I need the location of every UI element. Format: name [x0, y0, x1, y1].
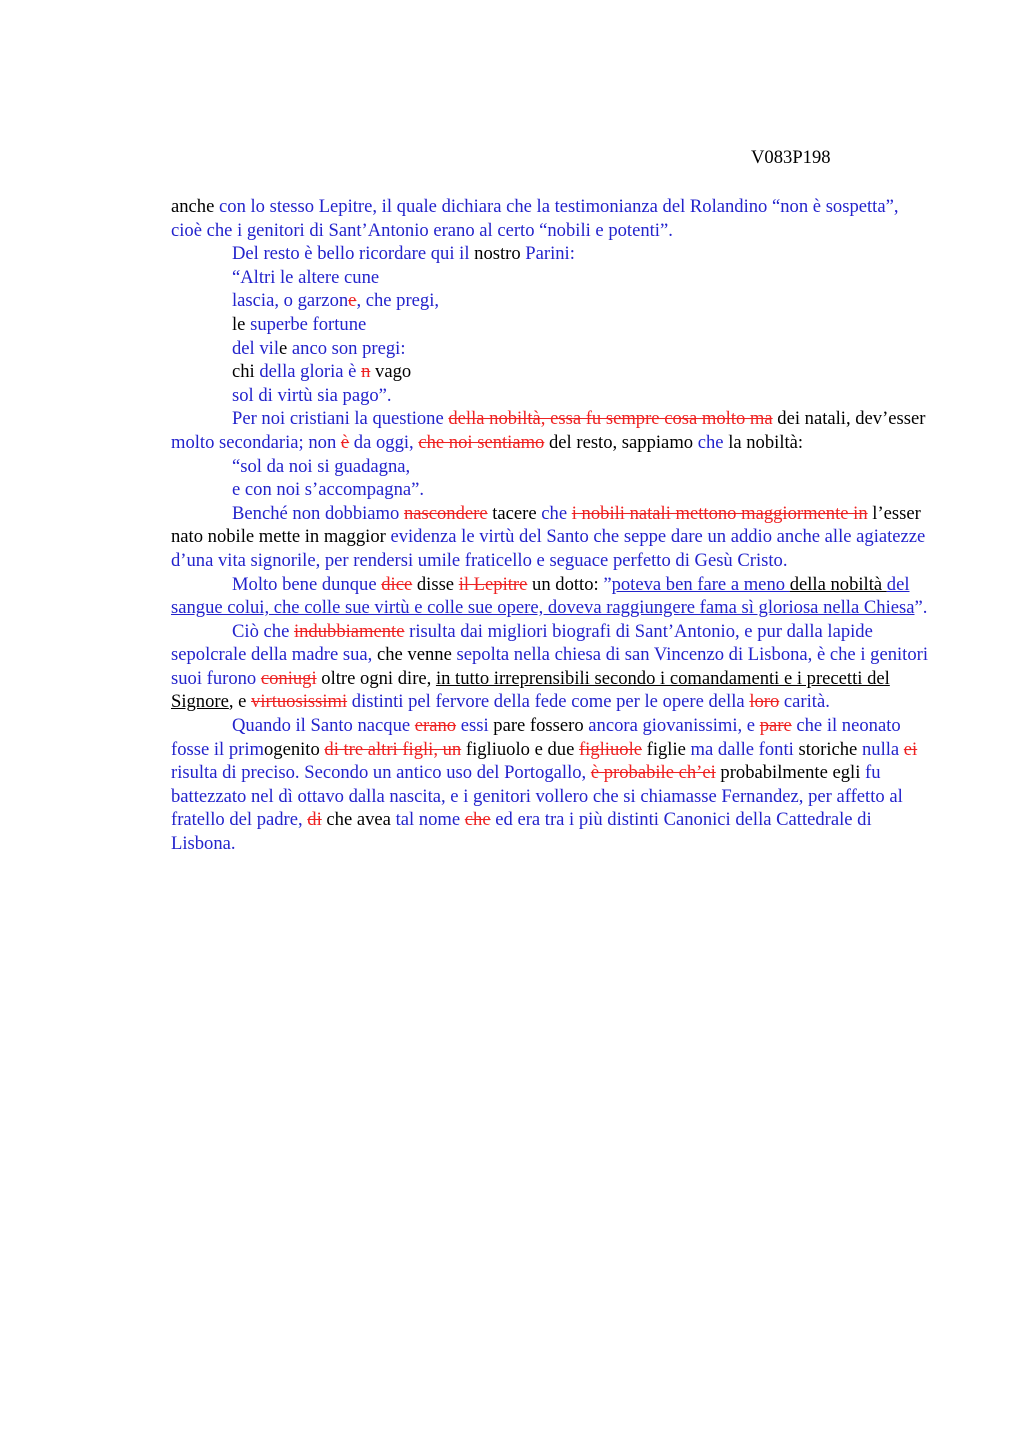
text-segment: figlie — [641, 738, 691, 760]
text-segment: Benché non dobbiamo — [232, 502, 404, 524]
text-segment: con lo stesso Lepitre, il quale dichiara che la testimonianza del Rolandino “non è sospetta”, cioè che i genitori di Sant’Antonio erano al certo “nobili e potenti”. — [171, 196, 899, 241]
verse-line — [171, 337, 931, 361]
text-segment: dei natali, dev’esser — [772, 408, 926, 430]
text-segment: anche — [171, 196, 220, 217]
text-segment: “sol da noi si guadagna, — [232, 455, 411, 477]
text-segment: superbe fortune — [250, 313, 367, 335]
verse-line — [171, 289, 931, 313]
text-segment: essi — [456, 715, 494, 737]
verse-line — [171, 384, 931, 408]
text-segment: ogenito — [263, 738, 325, 760]
text-segment: figliuolo e due — [461, 738, 579, 760]
deleted-text: erano — [414, 715, 457, 737]
text-segment: anco son pregi: — [291, 337, 406, 359]
text-segment: molto secondaria; non — [171, 431, 341, 453]
text-segment: tal nome — [395, 809, 465, 831]
text-segment: , che pregi, — [356, 290, 440, 312]
verse-line — [171, 360, 931, 384]
paragraph — [171, 407, 931, 454]
deleted-text: pare — [759, 715, 792, 737]
text-segment: in tutto irreprensibili secondo i comandamenti e i precetti del Signore — [171, 667, 890, 713]
text-segment: che — [697, 431, 724, 453]
text-segment: storiche — [798, 738, 862, 760]
deleted-text: dice — [381, 573, 413, 595]
deleted-text: coniugi — [260, 667, 317, 689]
text-segment: ed era tra i più distinti Canonici della Cattedrale di Lisbona. — [171, 809, 872, 855]
text-segment: Del resto è bello ricordare qui il — [232, 243, 475, 265]
verse-line — [171, 266, 931, 290]
deleted-text: della nobiltà, essa fu sempre cosa molto ma — [448, 408, 773, 430]
verse-line — [171, 455, 931, 479]
text-segment: che avea — [321, 809, 396, 831]
deleted-text: il Lepitre — [458, 573, 528, 595]
text-segment: , e — [228, 691, 252, 713]
text-segment: ma dalle fonti — [690, 738, 799, 760]
text-segment: vago — [370, 361, 412, 383]
paragraph — [171, 242, 931, 266]
text-segment: risulta di preciso. Secondo un antico uso del Portogallo, — [171, 762, 591, 784]
deleted-text: è — [340, 431, 350, 453]
text-segment: ancora giovanissimi, e — [588, 715, 760, 737]
text-segment: del sangue colui, che colle sue virtù e colle sue opere, doveva raggiungere fama sì gloriosa nella Chiesa — [171, 573, 915, 619]
text-segment: sol di virtù sia pago”. — [232, 384, 392, 406]
verse-line — [171, 313, 931, 337]
text-segment: Ciò che — [232, 620, 294, 642]
deleted-text: loro — [749, 691, 780, 713]
text-segment: sepolta nella chiesa di san Vincenzo di Lisbona, è che i genitori suoi furono — [171, 644, 928, 689]
deleted-text: virtuosissimi — [251, 691, 348, 713]
deleted-text: è probabile ch’ei — [590, 762, 716, 784]
text-segment: evidenza le virtù del Santo che seppe dare un addio anche alle agiatezze d’una vita signorile, per rendersi umile fraticello e seguace perfetto di Gesù Cristo. — [171, 526, 926, 571]
text-segment: della gloria è — [259, 361, 362, 383]
text-segment: tacere — [487, 502, 542, 524]
text-segment: la nobiltà: — [723, 431, 804, 453]
text-segment: Parini: — [525, 243, 575, 265]
deleted-text: i nobili natali mettono maggiormente in — [571, 502, 868, 524]
document-body — [171, 195, 931, 856]
text-segment: fu battezzato nel dì ottavo dalla nascita, e i genitori vollero che si chiamasse Fernandez, per affetto al fratello del padre, — [171, 762, 903, 831]
deleted-text: nascondere — [403, 502, 488, 524]
paragraph — [171, 573, 931, 620]
text-segment: ”. — [914, 597, 928, 619]
text-segment: nostro — [474, 243, 526, 265]
text-segment: “Altri le altere cune — [232, 266, 380, 288]
text-segment: da oggi, — [349, 431, 419, 453]
deleted-text: e — [348, 290, 357, 312]
text-segment: lascia, o garzon — [232, 290, 349, 312]
text-segment: e — [279, 337, 292, 359]
paragraph — [171, 195, 931, 242]
verse-line — [171, 478, 931, 502]
text-segment: un dotto: — [527, 573, 604, 595]
deleted-text: indubbiamente — [293, 620, 405, 642]
deleted-text: figliuole — [578, 738, 642, 760]
deleted-text: ei — [903, 738, 918, 760]
text-segment: del vil — [232, 337, 279, 359]
text-segment: della nobiltà — [789, 573, 887, 595]
text-segment: Quando il Santo nacque — [232, 715, 415, 737]
text-segment: Per noi cristiani la questione — [232, 408, 449, 430]
text-segment: e con noi s’accompagna”. — [232, 479, 425, 501]
text-segment: che il neonato fosse il prim — [171, 715, 901, 760]
text-segment: disse — [412, 573, 459, 595]
text-segment: che venne — [376, 644, 457, 666]
deleted-text: che — [464, 809, 491, 831]
page-id: V083P198 — [751, 147, 831, 168]
deleted-text: di tre altri figli, un — [324, 738, 462, 760]
text-segment: le — [232, 313, 251, 335]
text-segment: ” — [603, 573, 612, 595]
paragraph — [171, 502, 931, 573]
deleted-text: che noi sentiamo — [418, 431, 545, 453]
text-segment: pare fossero — [493, 715, 589, 737]
text-segment: Molto bene dunque — [232, 573, 382, 595]
text-segment: carità. — [779, 691, 830, 713]
text-segment: nulla — [861, 738, 904, 760]
text-segment: oltre ogni dire, — [316, 667, 436, 689]
text-segment: del resto, sappiamo — [544, 431, 698, 453]
text-segment: probabilmente egli — [715, 762, 866, 784]
text-segment: chi — [232, 361, 260, 383]
paragraph — [171, 714, 931, 856]
text-segment: risulta dai migliori biografi di Sant’Antonio, e pur dalla lapide sepolcrale della madre sua, — [171, 620, 873, 666]
text-segment: poteva ben fare a meno — [611, 573, 790, 595]
text-segment: l’esser nato nobile mette in maggior — [171, 502, 921, 548]
text-segment: distinti pel fervore della fede come per le opere della — [347, 691, 750, 713]
text-segment: che — [541, 502, 572, 524]
paragraph — [171, 620, 931, 714]
deleted-text: di — [307, 809, 322, 831]
deleted-text: n — [361, 361, 371, 383]
